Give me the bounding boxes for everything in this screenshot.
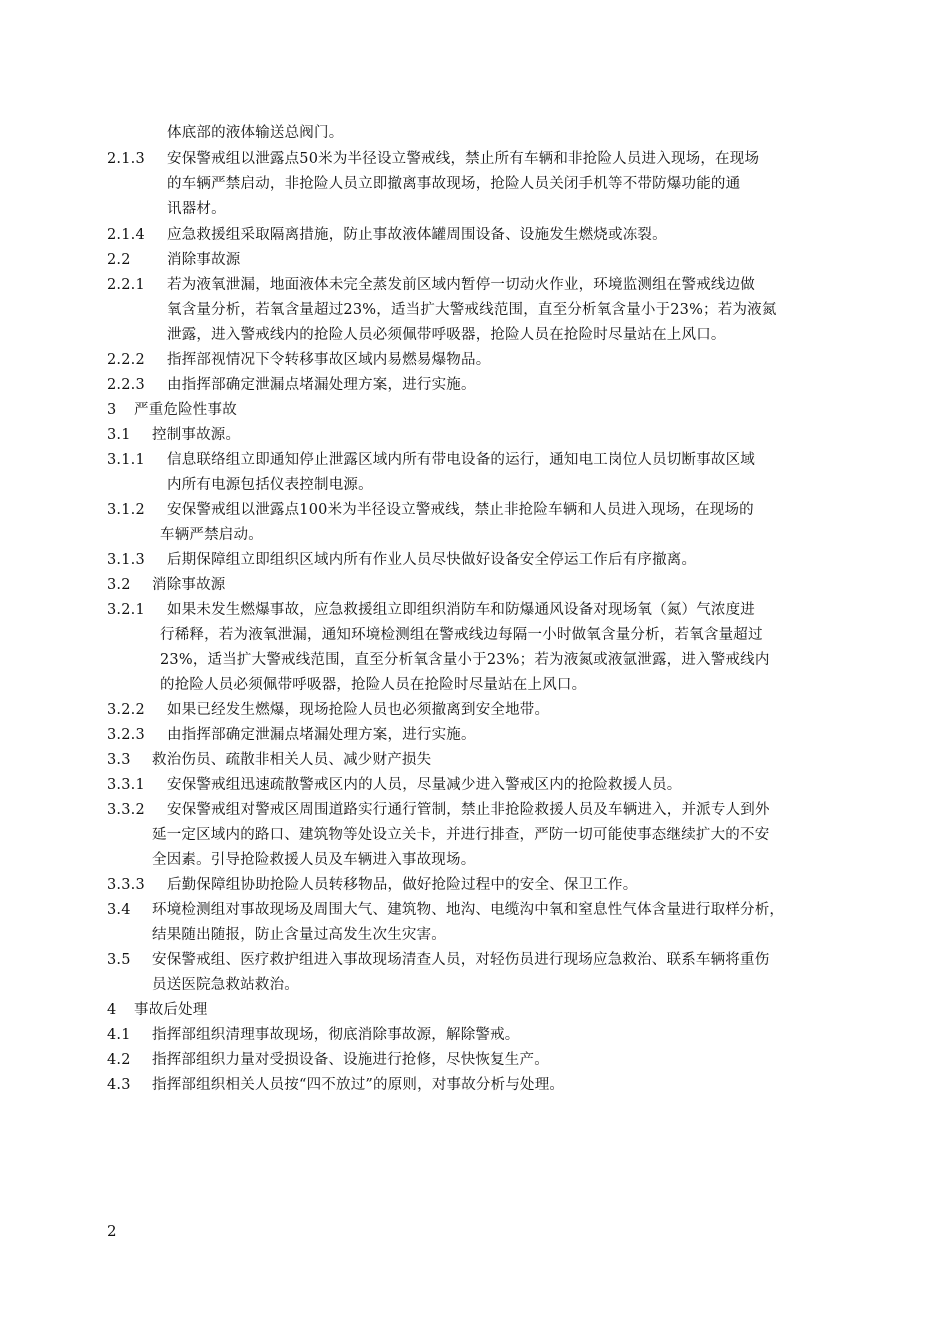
- clause-3-1-3: [107, 550, 696, 570]
- clause-3-1-2: [107, 500, 754, 520]
- text-line: 23%，适当扩大警戒线范围，直至分析氧含量小于23%；若为液氮或液氩泄露，进入警戒线内: [160, 652, 770, 668]
- text-line: 氧含量分析，若氧含量超过23%，适当扩大警戒线范围，直至分析氧含量小于23%；若为液氮: [167, 302, 777, 318]
- clause-number: 3.3: [107, 752, 131, 768]
- clause-2-2-3: [107, 375, 476, 395]
- clause-text: 如果未发生燃爆事故，应急救援组立即组织消防车和防爆通风设备对现场氧（氮）气浓度进: [167, 602, 755, 618]
- text-line: 全因素。引导抢险救援人员及车辆进入事故现场。: [152, 852, 476, 868]
- text-line: 内所有电源包括仪表控制电源。: [167, 477, 373, 493]
- clause-text: 指挥部组织力量对受损设备、设施进行抢修，尽快恢复生产。: [152, 1052, 549, 1068]
- section-4-1: [107, 1025, 520, 1045]
- clause-text: 消除事故源: [152, 577, 226, 593]
- text-line: 泄露，进入警戒线内的抢险人员必须佩带呼吸器，抢险人员在抢险时尽量站在上风口。: [167, 327, 726, 343]
- text-line: 体底部的液体输送总阀门。: [167, 125, 344, 141]
- clause-number: 4.2: [107, 1052, 131, 1068]
- clause-number: 4: [107, 1002, 117, 1018]
- text-line: 员送医院急救站救治。: [152, 977, 299, 993]
- clause-number: 3.2.1: [107, 602, 145, 618]
- clause-number: 3.2.3: [107, 727, 145, 743]
- clause-text: 安保警戒组、医疗救护组进入事故现场清查人员，对轻伤员进行现场应急救治、联系车辆将重伤: [152, 952, 770, 968]
- section-3-1: [107, 425, 240, 445]
- clause-number: 2.2.1: [107, 277, 145, 293]
- clause-text: 后勤保障组协助抢险人员转移物品，做好抢险过程中的安全、保卫工作。: [167, 877, 638, 893]
- clause-2-1-3: [107, 149, 759, 169]
- section-2-2: [107, 250, 241, 270]
- clause-text: 环境检测组对事故现场及周围大气、建筑物、地沟、电缆沟中氧和窒息性气体含量进行取样分析，: [152, 902, 785, 918]
- clause-2-2-2: [107, 350, 490, 370]
- clause-text: 安保警戒组以泄露点50米为半径设立警戒线，禁止所有车辆和非抢险人员进入现场，在现场: [167, 151, 760, 167]
- clause-text: 指挥部视情况下令转移事故区域内易燃易爆物品。: [167, 352, 491, 368]
- text-line: 结果随出随报，防止含量过高发生次生灾害。: [152, 927, 446, 943]
- clause-number: 3.5: [107, 952, 131, 968]
- clause-text: 由指挥部确定泄漏点堵漏处理方案，进行实施。: [167, 727, 476, 743]
- clause-3-1-1: [107, 450, 755, 470]
- clause-number: 3.1.2: [107, 502, 145, 518]
- clause-text: 消除事故源: [167, 252, 241, 268]
- page-number: 2: [107, 1222, 117, 1240]
- text-line: 车辆严禁启动。: [160, 527, 263, 543]
- clause-number: 3.3.2: [107, 802, 145, 818]
- section-4: [107, 1000, 208, 1020]
- clause-number: 3.2.2: [107, 702, 145, 718]
- clause-3-2-1: [107, 600, 755, 620]
- clause-3-2-3: [107, 725, 476, 745]
- clause-text: 信息联络组立即通知停止泄露区域内所有带电设备的运行，通知电工岗位人员切断事故区域: [167, 452, 755, 468]
- clause-number: 2.2.2: [107, 352, 145, 368]
- clause-3-3-2: [107, 800, 770, 820]
- clause-text: 若为液氧泄漏，地面液体未完全蒸发前区域内暂停一切动火作业，环境监测组在警戒线边做: [167, 277, 755, 293]
- clause-number: 2.2.3: [107, 377, 145, 393]
- section-4-3: [107, 1075, 564, 1095]
- clause-text: 救治伤员、疏散非相关人员、减少财产损失: [152, 752, 432, 768]
- clause-2-2-1: [107, 275, 755, 295]
- section-3: [107, 400, 237, 420]
- clause-text: 安保警戒组以泄露点100米为半径设立警戒线，禁止非抢险车辆和人员进入现场，在现场的: [167, 502, 754, 518]
- section-3-4: [107, 900, 784, 920]
- clause-number: 4.1: [107, 1027, 131, 1043]
- clause-3-3-3: [107, 875, 637, 895]
- clause-text: 指挥部组织清理事故现场，彻底消除事故源，解除警戒。: [152, 1027, 520, 1043]
- clause-text: 如果已经发生燃爆，现场抢险人员也必须撤离到安全地带。: [167, 702, 550, 718]
- section-3-3: [107, 750, 431, 770]
- clause-3-3-1: [107, 775, 682, 795]
- clause-text: 由指挥部确定泄漏点堵漏处理方案，进行实施。: [167, 377, 476, 393]
- clause-number: 3.1: [107, 427, 131, 443]
- clause-number: 2.1.4: [107, 227, 145, 243]
- clause-number: 3.2: [107, 577, 131, 593]
- clause-number: 3.3.3: [107, 877, 145, 893]
- clause-text: 严重危险性事故: [134, 402, 237, 418]
- clause-number: 3.4: [107, 902, 131, 918]
- text-line: 行稀释，若为液氧泄漏，通知环境检测组在警戒线边每隔一小时做氧含量分析，若氧含量超过: [160, 627, 763, 643]
- clause-number: 4.3: [107, 1077, 131, 1093]
- clause-number: 3.3.1: [107, 777, 145, 793]
- clause-2-1-4: [107, 225, 667, 245]
- clause-text: 事故后处理: [134, 1002, 208, 1018]
- clause-text: 安保警戒组对警戒区周围道路实行通行管制，禁止非抢险救援人员及车辆进入，并派专人到外: [167, 802, 770, 818]
- text-line: 的车辆严禁启动，非抢险人员立即撤离事故现场，抢险人员关闭手机等不带防爆功能的通: [167, 176, 741, 192]
- clause-number: 3.1.3: [107, 552, 145, 568]
- clause-text: 应急救援组采取隔离措施，防止事故液体罐周围设备、设施发生燃烧或冻裂。: [167, 227, 667, 243]
- clause-number: 3: [107, 402, 117, 418]
- text-line: 的抢险人员必须佩带呼吸器，抢险人员在抢险时尽量站在上风口。: [160, 677, 587, 693]
- clause-3-2-2: [107, 700, 549, 720]
- section-4-2: [107, 1050, 549, 1070]
- clause-number: 3.1.1: [107, 452, 145, 468]
- section-3-5: [107, 950, 769, 970]
- clause-number: 2.1.3: [107, 151, 145, 167]
- clause-text: 安保警戒组迅速疏散警戒区内的人员，尽量减少进入警戒区内的抢险救援人员。: [167, 777, 682, 793]
- clause-number: 2.2: [107, 252, 131, 268]
- text-line: 延一定区域内的路口、建筑物等处设立关卡，并进行排查，严防一切可能使事态继续扩大的不安: [152, 827, 770, 843]
- text-line: 讯器材。: [167, 201, 226, 217]
- clause-text: 指挥部组织相关人员按“四不放过”的原则，对事故分析与处理。: [152, 1077, 565, 1093]
- clause-text: 控制事故源。: [152, 427, 241, 443]
- section-3-2: [107, 575, 226, 595]
- clause-text: 后期保障组立即组织区域内所有作业人员尽快做好设备安全停运工作后有序撤离。: [167, 552, 697, 568]
